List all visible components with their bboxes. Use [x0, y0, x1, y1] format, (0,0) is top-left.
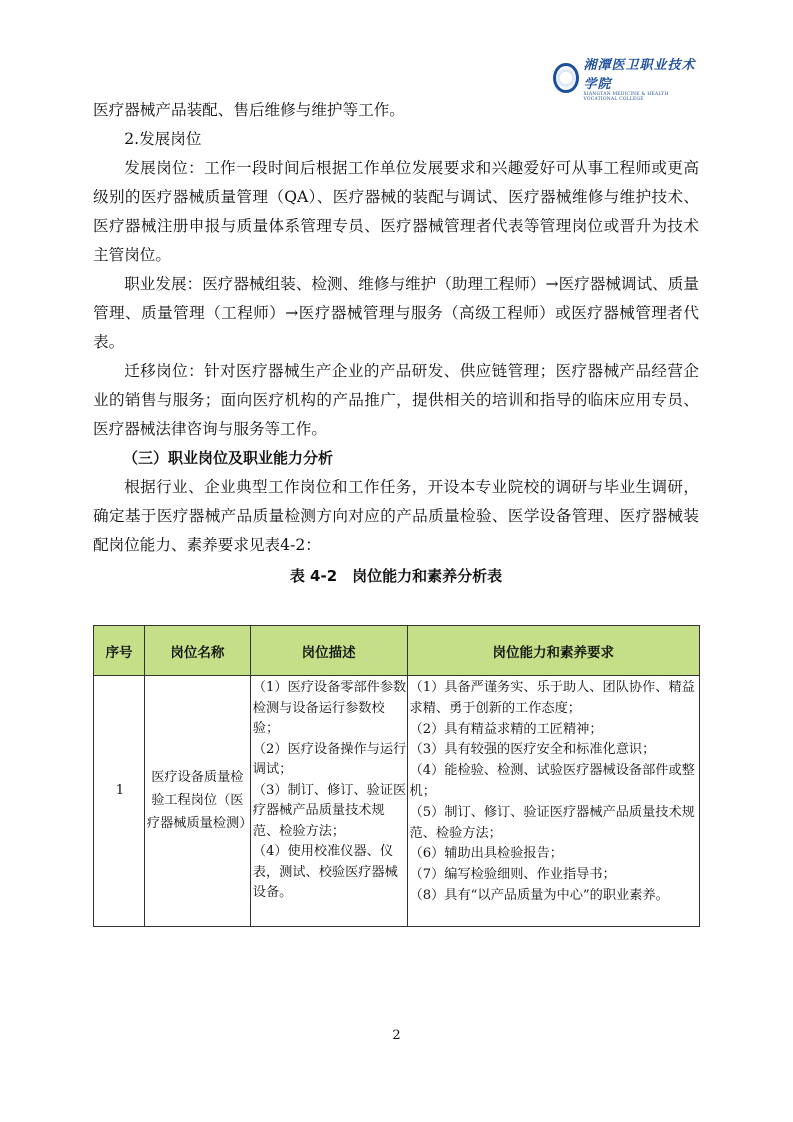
requirement-item: （2）具有精益求精的工匠精神；	[409, 721, 603, 737]
requirement-item: （3）具有较强的医疗安全和标准化意识；	[409, 742, 656, 758]
section-heading: （三）职业岗位及职业能力分析	[123, 449, 334, 467]
description-item: （3）制订、修订、验证医疗器械产品质量技术规范、检验方法；	[252, 782, 407, 839]
job-ability-table	[93, 625, 700, 927]
paragraph: 发展岗位：工作一段时间后根据工作单位发展要求和兴趣爱好可从事工程师或更高级别的医疗器械质量管理（QA）、医疗器械的装配与调试、医疗器械维修与维护技术、医疗器械注册申报与质量体系管理专员、医疗器械管理者代表等管理岗位或晋升为技术主管岗位。	[93, 159, 699, 264]
requirement-item: （6）辅助出具检验报告；	[409, 846, 563, 862]
description-item: （1）医疗设备零部件参数检测与设备运行参数校验；	[252, 680, 407, 736]
paragraph: 医疗器械产品装配、售后维修与维护等工作。	[93, 101, 405, 119]
requirement-item: （7）编写检验细则、作业指导书；	[409, 867, 616, 883]
table-caption: 表 4-2 岗位能力和素养分析表	[289, 567, 503, 585]
requirement-item: （1）具备严谨务实、乐于助人、团队协作、精益求精、勇于创新的工作态度；	[409, 680, 695, 716]
job-description	[250, 676, 407, 927]
logo-chinese-name: 湘潭医卫职业技术学院	[583, 58, 696, 92]
page-number: 2	[392, 1028, 401, 1043]
column-header: 岗位名称	[144, 626, 250, 676]
logo-english-name: XIANGTAN MEDICINE & HEALTH VOCATIONAL COLLEGE	[583, 92, 669, 102]
college-logo	[553, 58, 703, 102]
paragraph: 根据行业、企业典型工作岗位和工作任务，开设本专业院校的调研与毕业生调研，确定基于医疗器械产品质量检测方向对应的产品质量检验、医学设备管理、医疗器械装配岗位能力、素养要求见表4-2：	[93, 478, 699, 554]
description-item: （2）医疗设备操作与运行调试；	[252, 741, 407, 777]
column-header: 岗位描述	[250, 626, 407, 676]
row-number: 1	[94, 676, 145, 927]
job-name: 医疗设备质量检验工程岗位（医疗器械质量检测）	[144, 676, 250, 927]
requirement-item: （4）能检验、检测、试验医疗器械设备部件或整机；	[409, 763, 695, 799]
requirement-item: （8）具有“以产品质量为中心”的职业素养。	[409, 887, 669, 903]
table-row	[94, 676, 700, 927]
paragraph: 迁移岗位：针对医疗器械生产企业的产品研发、供应链管理；医疗器械产品经营企业的销售与服务；面向医疗机构的产品推广，提供相关的培训和指导的临床应用专员、医疗器械法律咨询与服务等工作。	[93, 362, 699, 438]
description-item: （4）使用校准仪器、仪表，测试、校验医疗器械设备。	[252, 844, 398, 900]
document-body	[93, 96, 699, 590]
column-header: 岗位能力和素养要求	[407, 626, 699, 676]
paragraph: 职业发展：医疗器械组装、检测、维修与维护（助理工程师）→医疗器械调试、质量管理、质量管理（工程师）→医疗器械管理与服务（高级工程师）或医疗器械管理者代表。	[93, 275, 699, 351]
section-heading: 2.发展岗位	[124, 130, 202, 148]
job-requirements	[407, 676, 699, 927]
college-emblem-icon	[553, 63, 579, 93]
column-header: 序号	[94, 626, 145, 676]
requirement-item: （5）制订、修订、验证医疗器械产品质量技术规范、检验方法；	[409, 804, 695, 841]
